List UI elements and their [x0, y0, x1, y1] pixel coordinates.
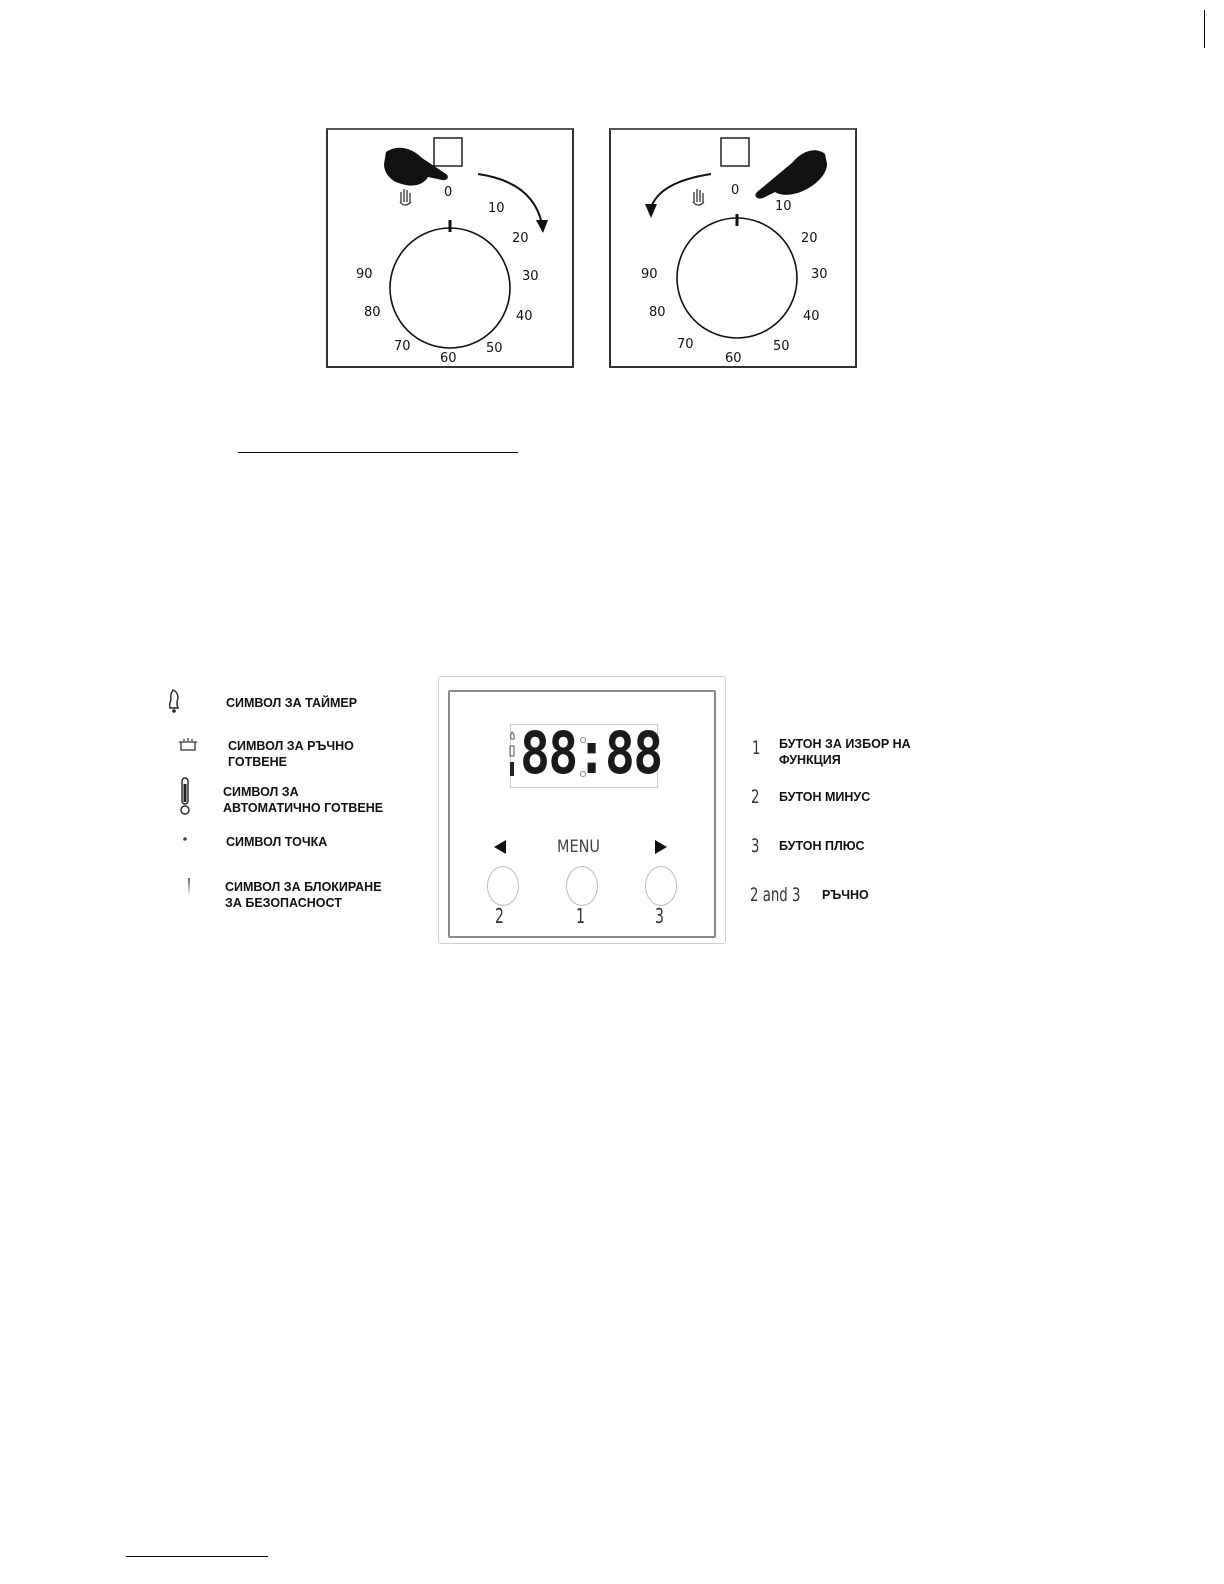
dial-label: 10 — [488, 201, 505, 216]
arrow-head — [536, 220, 548, 233]
legend-label-minus-button: БУТОН МИНУС — [779, 790, 871, 804]
dial-knob — [390, 228, 510, 348]
section-underline — [238, 452, 518, 453]
legend-label-safety-lock: СИМВОЛ ЗА БЛОКИРАНЕ ЗА БЕЗОПАСНОСТ — [225, 880, 382, 910]
button-number: 1 — [576, 904, 585, 928]
indicator-square — [434, 138, 462, 166]
dial-label: 40 — [803, 309, 820, 324]
dial-illustration-left — [328, 130, 572, 366]
dial-label: 40 — [516, 309, 533, 324]
dial-label: 70 — [677, 337, 694, 352]
dial-label: 60 — [440, 351, 457, 366]
legend-label-function-button: БУТОН ЗА ИЗБОР НА ФУНКЦИЯ — [779, 737, 911, 767]
legend-label-manual: РЪЧНО — [822, 888, 869, 902]
dot-icon — [180, 834, 190, 844]
manual-hand-icon — [400, 189, 411, 205]
bell-icon — [166, 688, 184, 714]
dial-label: 30 — [522, 269, 539, 284]
key-icon — [184, 876, 194, 900]
button-key: 1 — [752, 737, 761, 759]
pointing-hand-icon — [755, 150, 827, 198]
arrow-right-icon — [655, 840, 667, 854]
legend-label-auto-cooking: СИМВОЛ ЗА АВТОМАТИЧНО ГОТВЕНЕ — [223, 785, 384, 815]
dial-label: 10 — [775, 199, 792, 214]
dial-label: 70 — [394, 339, 411, 354]
button-number: 3 — [655, 904, 664, 928]
legend-label-plus-button: БУТОН ПЛЮС — [779, 839, 865, 853]
dial-label: 0 — [731, 183, 740, 198]
thermometer-icon — [178, 776, 192, 818]
dial-label: 90 — [356, 267, 373, 282]
rotation-arrow — [478, 174, 542, 224]
dial-panel-clockwise — [326, 128, 574, 368]
dial-illustration-right — [611, 130, 855, 366]
footer-underline — [126, 1556, 268, 1557]
dial-label: 50 — [486, 341, 503, 356]
dial-label: 0 — [444, 185, 453, 200]
dial-label: 80 — [649, 305, 666, 320]
legend-label-timer: СИМВОЛ ЗА ТАЙМЕР — [226, 696, 358, 710]
arrow-head — [645, 204, 657, 218]
dial-knob — [677, 218, 797, 338]
legend-label-dot: СИМВОЛ ТОЧКА — [226, 835, 328, 849]
legend-label-manual-cooking: СИМВОЛ ЗА РЪЧНО ГОТВЕНЕ — [228, 739, 354, 769]
dial-label: 30 — [811, 267, 828, 282]
button-number: 2 — [495, 904, 504, 928]
indicator-square — [721, 138, 749, 166]
dial-label: 20 — [512, 231, 529, 246]
pot-icon — [178, 736, 200, 754]
dial-label: 80 — [364, 305, 381, 320]
menu-label: MENU — [557, 837, 600, 857]
dial-label: 20 — [801, 231, 818, 246]
dial-panel-counterclockwise — [609, 128, 857, 368]
lcd-status-icons — [508, 730, 518, 782]
button-key: 3 — [751, 835, 760, 857]
button-key: 2 and 3 — [750, 884, 801, 906]
lcd-colon-icons — [578, 734, 588, 778]
dial-label: 50 — [773, 339, 790, 354]
menu-button[interactable] — [566, 866, 598, 906]
plus-button[interactable] — [645, 866, 677, 906]
arrow-left-icon — [494, 840, 506, 854]
dial-label: 60 — [725, 351, 742, 366]
button-key: 2 — [751, 786, 760, 808]
page-edge-rule — [1204, 10, 1205, 48]
dial-label: 90 — [641, 267, 658, 282]
minus-button[interactable] — [487, 866, 519, 906]
lcd-time: 88:88 — [520, 719, 662, 787]
manual-hand-icon — [693, 189, 704, 205]
